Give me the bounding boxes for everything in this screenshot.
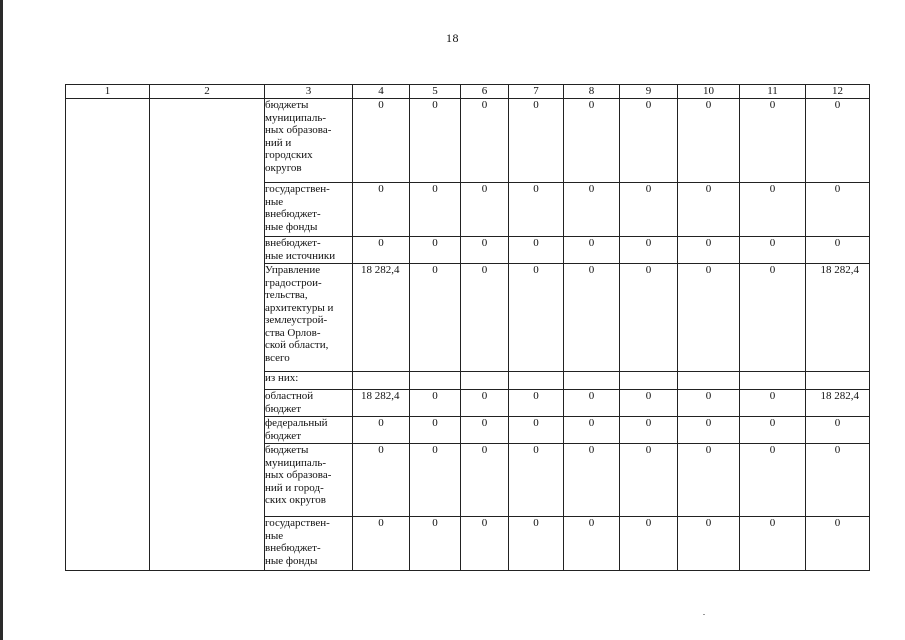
column-number-11: 11 — [740, 85, 806, 99]
amount-cell-col-9: 0 — [620, 183, 678, 237]
amount-cell-col-7: 0 — [509, 390, 564, 417]
amount-cell-col-5: 0 — [410, 183, 461, 237]
amount-cell-col-7: 0 — [509, 237, 564, 264]
column-number-2: 2 — [150, 85, 265, 99]
amount-cell-col-11: 0 — [740, 264, 806, 372]
amount-cell-col-8: 0 — [564, 237, 620, 264]
amount-cell-col-7: 0 — [509, 517, 564, 571]
amount-cell-col-6 — [461, 372, 509, 390]
amount-cell-col-10: 0 — [678, 99, 740, 183]
amount-cell-col-8: 0 — [564, 417, 620, 444]
amount-cell-col-6: 0 — [461, 517, 509, 571]
amount-cell-col-8: 0 — [564, 444, 620, 517]
amount-cell-col-12: 18 282,4 — [806, 264, 870, 372]
amount-cell-col-5: 0 — [410, 390, 461, 417]
amount-cell-col-12: 0 — [806, 183, 870, 237]
amount-cell-col-8: 0 — [564, 183, 620, 237]
amount-cell-col-8: 0 — [564, 517, 620, 571]
amount-cell-col-9 — [620, 372, 678, 390]
amount-cell-col-11: 0 — [740, 183, 806, 237]
amount-cell-col-7 — [509, 372, 564, 390]
amount-cell-col-4: 0 — [353, 517, 410, 571]
amount-cell-col-12: 0 — [806, 237, 870, 264]
funding-source-label: федеральный бюджет — [265, 417, 353, 444]
amount-cell-col-4: 0 — [353, 417, 410, 444]
amount-cell-col-8: 0 — [564, 390, 620, 417]
amount-cell-col-9: 0 — [620, 390, 678, 417]
funding-source-label: Управление градострои- тельства, архитектуры и землеустрой- ства Орлов- ской области, всего — [265, 264, 353, 372]
amount-cell-col-4: 18 282,4 — [353, 390, 410, 417]
amount-cell-col-4: 18 282,4 — [353, 264, 410, 372]
amount-cell-col-9: 0 — [620, 99, 678, 183]
amount-cell-col-11: 0 — [740, 444, 806, 517]
amount-cell-col-5: 0 — [410, 417, 461, 444]
column-number-6: 6 — [461, 85, 509, 99]
amount-cell-col-9: 0 — [620, 237, 678, 264]
funding-source-label: областной бюджет — [265, 390, 353, 417]
column-number-3: 3 — [265, 85, 353, 99]
column-number-10: 10 — [678, 85, 740, 99]
amount-cell-col-5: 0 — [410, 99, 461, 183]
amount-cell-col-7: 0 — [509, 264, 564, 372]
amount-cell-col-5 — [410, 372, 461, 390]
amount-cell-col-4: 0 — [353, 99, 410, 183]
amount-cell-col-11: 0 — [740, 390, 806, 417]
column-number-12: 12 — [806, 85, 870, 99]
amount-cell-col-11: 0 — [740, 417, 806, 444]
scan-speck — [703, 614, 705, 615]
amount-cell-col-11 — [740, 372, 806, 390]
funding-source-label: государствен- ные внебюджет- ные фонды — [265, 517, 353, 571]
amount-cell-col-6: 0 — [461, 237, 509, 264]
amount-cell-col-5: 0 — [410, 444, 461, 517]
column-number-7: 7 — [509, 85, 564, 99]
amount-cell-col-6: 0 — [461, 264, 509, 372]
amount-cell-col-11: 0 — [740, 237, 806, 264]
funding-source-label: из них: — [265, 372, 353, 390]
amount-cell-col-10: 0 — [678, 390, 740, 417]
funding-source-label: внебюджет- ные источники — [265, 237, 353, 264]
column-number-4: 4 — [353, 85, 410, 99]
funding-source-label: бюджеты муниципаль- ных образова- ний и город- ских округов — [265, 444, 353, 517]
amount-cell-col-5: 0 — [410, 237, 461, 264]
page-number: 18 — [446, 31, 459, 45]
amount-cell-col-4: 0 — [353, 444, 410, 517]
amount-cell-col-10: 0 — [678, 183, 740, 237]
amount-cell-col-8 — [564, 372, 620, 390]
amount-cell-col-12: 0 — [806, 99, 870, 183]
amount-cell-col-10: 0 — [678, 237, 740, 264]
amount-cell-col-5: 0 — [410, 517, 461, 571]
amount-cell-col-6: 0 — [461, 444, 509, 517]
amount-cell-col-7: 0 — [509, 417, 564, 444]
column-2-cell — [150, 99, 265, 571]
column-number-9: 9 — [620, 85, 678, 99]
amount-cell-col-12: 18 282,4 — [806, 390, 870, 417]
amount-cell-col-9: 0 — [620, 517, 678, 571]
amount-cell-col-11: 0 — [740, 517, 806, 571]
amount-cell-col-8: 0 — [564, 264, 620, 372]
amount-cell-col-10: 0 — [678, 417, 740, 444]
scan-edge — [0, 0, 3, 640]
amount-cell-col-11: 0 — [740, 99, 806, 183]
table-row — [66, 99, 870, 183]
amount-cell-col-10 — [678, 372, 740, 390]
amount-cell-col-12: 0 — [806, 517, 870, 571]
amount-cell-col-9: 0 — [620, 417, 678, 444]
funding-source-label: бюджеты муниципаль- ных образова- ний и городских округов — [265, 99, 353, 183]
column-number-row — [66, 85, 870, 99]
amount-cell-col-5: 0 — [410, 264, 461, 372]
column-1-cell — [66, 99, 150, 571]
amount-cell-col-12 — [806, 372, 870, 390]
amount-cell-col-7: 0 — [509, 444, 564, 517]
amount-cell-col-7: 0 — [509, 183, 564, 237]
column-number-1: 1 — [66, 85, 150, 99]
column-number-8: 8 — [564, 85, 620, 99]
amount-cell-col-9: 0 — [620, 444, 678, 517]
amount-cell-col-9: 0 — [620, 264, 678, 372]
amount-cell-col-7: 0 — [509, 99, 564, 183]
budget-table — [65, 84, 870, 571]
amount-cell-col-10: 0 — [678, 264, 740, 372]
amount-cell-col-6: 0 — [461, 99, 509, 183]
table-body — [66, 85, 870, 571]
amount-cell-col-4: 0 — [353, 183, 410, 237]
funding-source-label: государствен- ные внебюджет- ные фонды — [265, 183, 353, 237]
amount-cell-col-12: 0 — [806, 417, 870, 444]
amount-cell-col-6: 0 — [461, 183, 509, 237]
amount-cell-col-6: 0 — [461, 390, 509, 417]
amount-cell-col-10: 0 — [678, 517, 740, 571]
amount-cell-col-4 — [353, 372, 410, 390]
amount-cell-col-8: 0 — [564, 99, 620, 183]
column-number-5: 5 — [410, 85, 461, 99]
amount-cell-col-10: 0 — [678, 444, 740, 517]
amount-cell-col-4: 0 — [353, 237, 410, 264]
amount-cell-col-6: 0 — [461, 417, 509, 444]
amount-cell-col-12: 0 — [806, 444, 870, 517]
